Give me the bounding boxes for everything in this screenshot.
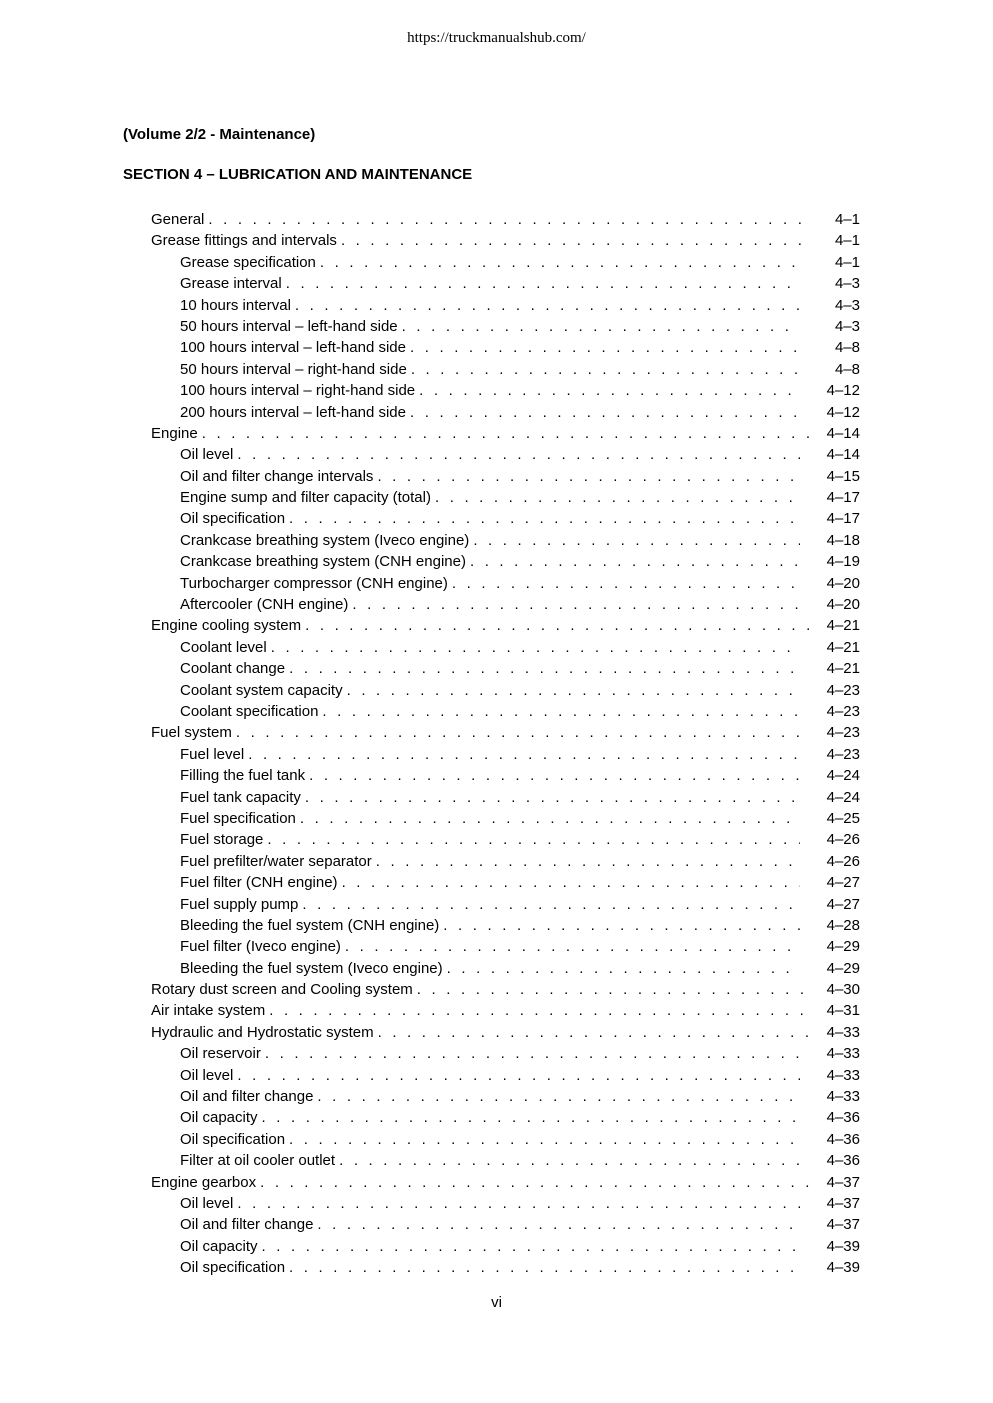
dot-leader bbox=[302, 894, 800, 915]
toc-entry-page: 4–1 bbox=[834, 232, 860, 250]
toc-entry[interactable] bbox=[151, 637, 860, 658]
toc-entry-page: 4–8 bbox=[834, 339, 860, 357]
dot-leader bbox=[447, 958, 800, 979]
dot-leader bbox=[352, 594, 800, 615]
toc-entry-label: Fuel prefilter/water separator bbox=[180, 852, 372, 870]
toc-entry[interactable] bbox=[151, 808, 860, 829]
toc-entry[interactable] bbox=[151, 1043, 860, 1064]
toc-entry-label: Crankcase breathing system (Iveco engine) bbox=[180, 531, 470, 549]
toc-entry-label: 50 hours interval – left-hand side bbox=[180, 317, 398, 335]
dot-leader bbox=[300, 808, 800, 829]
toc-entry-label: Aftercooler (CNH engine) bbox=[180, 596, 349, 614]
toc-entry[interactable] bbox=[151, 487, 860, 508]
dot-leader bbox=[452, 573, 800, 594]
toc-entry-page: 4–36 bbox=[826, 1130, 860, 1148]
toc-entry-label: 200 hours interval – left-hand side bbox=[180, 403, 406, 421]
toc-entry[interactable] bbox=[151, 958, 860, 979]
dot-leader bbox=[339, 1150, 800, 1171]
toc-entry-page: 4–33 bbox=[826, 1066, 860, 1084]
dot-leader bbox=[411, 359, 800, 380]
toc-entry-page: 4–33 bbox=[826, 1023, 860, 1041]
toc-entry-page: 4–20 bbox=[826, 596, 860, 614]
toc-entry[interactable] bbox=[151, 787, 860, 808]
toc-entry-page: 4–18 bbox=[826, 531, 860, 549]
toc-entry[interactable] bbox=[151, 316, 860, 337]
toc-entry-page: 4–27 bbox=[826, 895, 860, 913]
dot-leader bbox=[267, 829, 800, 850]
dot-leader bbox=[376, 851, 800, 872]
toc-entry-page: 4–25 bbox=[826, 809, 860, 827]
toc-entry-label: Fuel filter (CNH engine) bbox=[180, 874, 338, 892]
section-title: SECTION 4 – LUBRICATION AND MAINTENANCE bbox=[123, 166, 473, 183]
toc-entry-page: 4–29 bbox=[826, 959, 860, 977]
toc-entry[interactable] bbox=[151, 979, 860, 1000]
toc-entry[interactable] bbox=[151, 1236, 860, 1257]
toc-entry-page: 4–3 bbox=[834, 275, 860, 293]
dot-leader bbox=[260, 1172, 810, 1193]
toc-entry-page: 4–15 bbox=[826, 467, 860, 485]
dot-leader bbox=[262, 1107, 800, 1128]
toc-entry[interactable] bbox=[151, 466, 860, 487]
toc-entry[interactable] bbox=[151, 508, 860, 529]
toc-entry[interactable] bbox=[151, 1172, 860, 1193]
toc-entry-page: 4–28 bbox=[826, 916, 860, 934]
dot-leader bbox=[286, 273, 800, 294]
toc-entry-page: 4–27 bbox=[826, 874, 860, 892]
toc-entry-label: Air intake system bbox=[151, 1002, 266, 1020]
dot-leader bbox=[271, 637, 800, 658]
source-url-header[interactable]: https://truckmanualshub.com/ bbox=[407, 30, 586, 46]
toc-entry[interactable] bbox=[151, 1107, 860, 1128]
toc-entry-page: 4–14 bbox=[826, 446, 860, 464]
toc-entry-page: 4–26 bbox=[826, 852, 860, 870]
toc-entry-page: 4–39 bbox=[826, 1237, 860, 1255]
toc-entry-label: Coolant specification bbox=[180, 702, 319, 720]
dot-leader bbox=[289, 658, 800, 679]
toc-entry-page: 4–37 bbox=[826, 1173, 860, 1191]
toc-entry[interactable] bbox=[151, 894, 860, 915]
dot-leader bbox=[377, 466, 800, 487]
toc-entry-page: 4–23 bbox=[826, 681, 860, 699]
dot-leader bbox=[237, 444, 800, 465]
toc-entry-page: 4–21 bbox=[826, 617, 860, 635]
dot-leader bbox=[435, 487, 800, 508]
toc-entry-label: Rotary dust screen and Cooling system bbox=[151, 981, 413, 999]
toc-entry[interactable] bbox=[151, 1150, 860, 1171]
dot-leader bbox=[317, 1214, 800, 1235]
dot-leader bbox=[248, 744, 800, 765]
toc-entry-label: Grease fittings and intervals bbox=[151, 232, 337, 250]
toc-entry[interactable] bbox=[151, 680, 860, 701]
toc-entry-label: Oil specification bbox=[180, 1130, 286, 1148]
toc-entry-label: Coolant change bbox=[180, 660, 286, 678]
toc-entry-label: Oil and filter change bbox=[180, 1216, 314, 1234]
toc-entry-label: Turbocharger compressor (CNH engine) bbox=[180, 574, 448, 592]
toc-entry[interactable] bbox=[151, 209, 860, 230]
dot-leader bbox=[342, 872, 800, 893]
toc-entry-page: 4–20 bbox=[826, 574, 860, 592]
toc-entry-page: 4–21 bbox=[826, 660, 860, 678]
toc-entry[interactable] bbox=[151, 765, 860, 786]
toc-entry-label: Coolant system capacity bbox=[180, 681, 343, 699]
toc-entry-label: Fuel specification bbox=[180, 809, 296, 827]
dot-leader bbox=[208, 209, 810, 230]
toc-entry[interactable] bbox=[151, 1022, 860, 1043]
toc-entry-page: 4–8 bbox=[834, 360, 860, 378]
toc-entry-page: 4–24 bbox=[826, 767, 860, 785]
toc-entry-label: Oil capacity bbox=[180, 1109, 258, 1127]
toc-entry-label: Engine cooling system bbox=[151, 617, 302, 635]
dot-leader bbox=[305, 787, 800, 808]
dot-leader bbox=[317, 1086, 800, 1107]
toc-entry-page: 4–36 bbox=[826, 1152, 860, 1170]
toc-entry-page: 4–14 bbox=[826, 424, 860, 442]
toc-entry-label: Oil capacity bbox=[180, 1237, 258, 1255]
toc-entry[interactable] bbox=[151, 722, 860, 743]
dot-leader bbox=[443, 915, 800, 936]
toc-entry-label: Oil specification bbox=[180, 510, 286, 528]
dot-leader bbox=[262, 1236, 800, 1257]
dot-leader bbox=[305, 615, 810, 636]
toc-entry-label: Hydraulic and Hydrostatic system bbox=[151, 1023, 374, 1041]
toc-entry[interactable] bbox=[151, 1065, 860, 1086]
toc-entry-page: 4–30 bbox=[826, 981, 860, 999]
toc-entry[interactable] bbox=[151, 337, 860, 358]
toc-entry-page: 4–19 bbox=[826, 553, 860, 571]
toc-entry[interactable] bbox=[151, 915, 860, 936]
toc-entry-page: 4–23 bbox=[826, 702, 860, 720]
toc-entry-label: Grease interval bbox=[180, 275, 282, 293]
dot-leader bbox=[202, 423, 810, 444]
toc-entry[interactable] bbox=[151, 1086, 860, 1107]
dot-leader bbox=[265, 1043, 800, 1064]
dot-leader bbox=[473, 530, 800, 551]
toc-entry[interactable] bbox=[151, 851, 860, 872]
toc-entry-page: 4–17 bbox=[826, 489, 860, 507]
toc-entry-label: Fuel tank capacity bbox=[180, 788, 301, 806]
toc-entry[interactable] bbox=[151, 744, 860, 765]
volume-title: (Volume 2/2 - Maintenance) bbox=[123, 126, 316, 143]
dot-leader bbox=[289, 508, 800, 529]
toc-entry-label: General bbox=[151, 211, 205, 228]
toc-entry-page: 4–1 bbox=[834, 253, 860, 271]
toc-entry-page: 4–37 bbox=[826, 1216, 860, 1234]
toc-entry-label: Oil level bbox=[180, 1194, 234, 1212]
table-of-contents bbox=[151, 209, 860, 1279]
toc-entry[interactable] bbox=[151, 359, 860, 380]
dot-leader bbox=[470, 551, 800, 572]
toc-entry-label: Bleeding the fuel system (Iveco engine) bbox=[180, 959, 443, 977]
toc-entry-page: 4–26 bbox=[826, 831, 860, 849]
dot-leader bbox=[236, 722, 810, 743]
toc-entry[interactable] bbox=[151, 1193, 860, 1214]
toc-entry[interactable] bbox=[151, 1214, 860, 1235]
toc-entry-label: Engine sump and filter capacity (total) bbox=[180, 489, 431, 507]
dot-leader bbox=[410, 402, 800, 423]
dot-leader bbox=[289, 1257, 800, 1278]
toc-entry-label: Oil specification bbox=[180, 1259, 286, 1277]
dot-leader bbox=[237, 1193, 800, 1214]
toc-entry[interactable] bbox=[151, 658, 860, 679]
toc-entry[interactable] bbox=[151, 573, 860, 594]
toc-entry[interactable] bbox=[151, 444, 860, 465]
toc-entry-page: 4–23 bbox=[826, 724, 860, 742]
toc-entry-label: Fuel filter (Iveco engine) bbox=[180, 938, 341, 956]
toc-entry-page: 4–3 bbox=[834, 296, 860, 314]
toc-entry-page: 4–3 bbox=[834, 317, 860, 335]
toc-entry[interactable] bbox=[151, 402, 860, 423]
toc-entry[interactable] bbox=[151, 423, 860, 444]
toc-entry[interactable] bbox=[151, 1000, 860, 1021]
toc-entry[interactable] bbox=[151, 273, 860, 294]
dot-leader bbox=[402, 316, 800, 337]
toc-entry-label: Engine bbox=[151, 424, 198, 442]
toc-entry-page: 4–21 bbox=[826, 638, 860, 656]
dot-leader bbox=[295, 295, 800, 316]
toc-entry-page: 4–1 bbox=[834, 211, 860, 228]
toc-entry-label: Oil and filter change intervals bbox=[180, 467, 374, 485]
toc-entry-label: 10 hours interval bbox=[180, 296, 291, 314]
dot-leader bbox=[419, 380, 800, 401]
toc-entry-label: 100 hours interval – right-hand side bbox=[180, 382, 416, 400]
toc-entry-page: 4–33 bbox=[826, 1045, 860, 1063]
toc-entry-page: 4–36 bbox=[826, 1109, 860, 1127]
dot-leader bbox=[417, 979, 810, 1000]
page-number: vi bbox=[491, 1294, 502, 1311]
toc-entry-page: 4–29 bbox=[826, 938, 860, 956]
toc-entry-label: Oil level bbox=[180, 1066, 234, 1084]
toc-entry-label: Fuel storage bbox=[180, 831, 264, 849]
toc-entry-label: Oil reservoir bbox=[180, 1045, 261, 1063]
toc-entry-page: 4–24 bbox=[826, 788, 860, 806]
toc-entry-label: Bleeding the fuel system (CNH engine) bbox=[180, 916, 440, 934]
dot-leader bbox=[309, 765, 800, 786]
toc-entry-page: 4–12 bbox=[826, 382, 860, 400]
toc-entry-page: 4–17 bbox=[826, 510, 860, 528]
toc-entry-label: Fuel level bbox=[180, 745, 245, 763]
toc-entry[interactable] bbox=[151, 295, 860, 316]
toc-entry[interactable] bbox=[151, 1129, 860, 1150]
toc-entry-page: 4–39 bbox=[826, 1259, 860, 1277]
toc-entry-label: Filling the fuel tank bbox=[180, 767, 306, 785]
toc-entry[interactable] bbox=[151, 551, 860, 572]
toc-entry[interactable] bbox=[151, 380, 860, 401]
dot-leader bbox=[378, 1022, 810, 1043]
dot-leader bbox=[289, 1129, 800, 1150]
toc-entry-label: Filter at oil cooler outlet bbox=[180, 1152, 336, 1170]
toc-entry-label: Grease specification bbox=[180, 253, 316, 271]
toc-entry[interactable] bbox=[151, 872, 860, 893]
toc-entry-label: Fuel system bbox=[151, 724, 232, 742]
toc-entry[interactable] bbox=[151, 230, 860, 251]
dot-leader bbox=[320, 252, 800, 273]
toc-entry[interactable] bbox=[151, 829, 860, 850]
toc-entry-page: 4–12 bbox=[826, 403, 860, 421]
toc-entry-label: Coolant level bbox=[180, 638, 267, 656]
toc-entry-label: Oil and filter change bbox=[180, 1088, 314, 1106]
dot-leader bbox=[341, 230, 810, 251]
toc-entry-page: 4–23 bbox=[826, 745, 860, 763]
dot-leader bbox=[410, 337, 800, 358]
toc-entry[interactable] bbox=[151, 1257, 860, 1278]
toc-entry[interactable] bbox=[151, 252, 860, 273]
toc-entry-label: Engine gearbox bbox=[151, 1173, 257, 1191]
toc-entry[interactable] bbox=[151, 936, 860, 957]
toc-entry-label: Crankcase breathing system (CNH engine) bbox=[180, 553, 466, 571]
dot-leader bbox=[322, 701, 800, 722]
toc-entry[interactable] bbox=[151, 615, 860, 636]
dot-leader bbox=[237, 1065, 800, 1086]
toc-entry[interactable] bbox=[151, 701, 860, 722]
toc-entry-label: Fuel supply pump bbox=[180, 895, 299, 913]
toc-entry-label: 100 hours interval – left-hand side bbox=[180, 339, 406, 357]
toc-entry[interactable] bbox=[151, 530, 860, 551]
dot-leader bbox=[269, 1000, 810, 1021]
toc-entry-page: 4–37 bbox=[826, 1194, 860, 1212]
dot-leader bbox=[347, 680, 800, 701]
toc-entry[interactable] bbox=[151, 594, 860, 615]
toc-entry-label: 50 hours interval – right-hand side bbox=[180, 360, 407, 378]
dot-leader bbox=[345, 936, 800, 957]
toc-entry-page: 4–31 bbox=[826, 1002, 860, 1020]
toc-entry-page: 4–33 bbox=[826, 1088, 860, 1106]
toc-entry-label: Oil level bbox=[180, 446, 234, 464]
